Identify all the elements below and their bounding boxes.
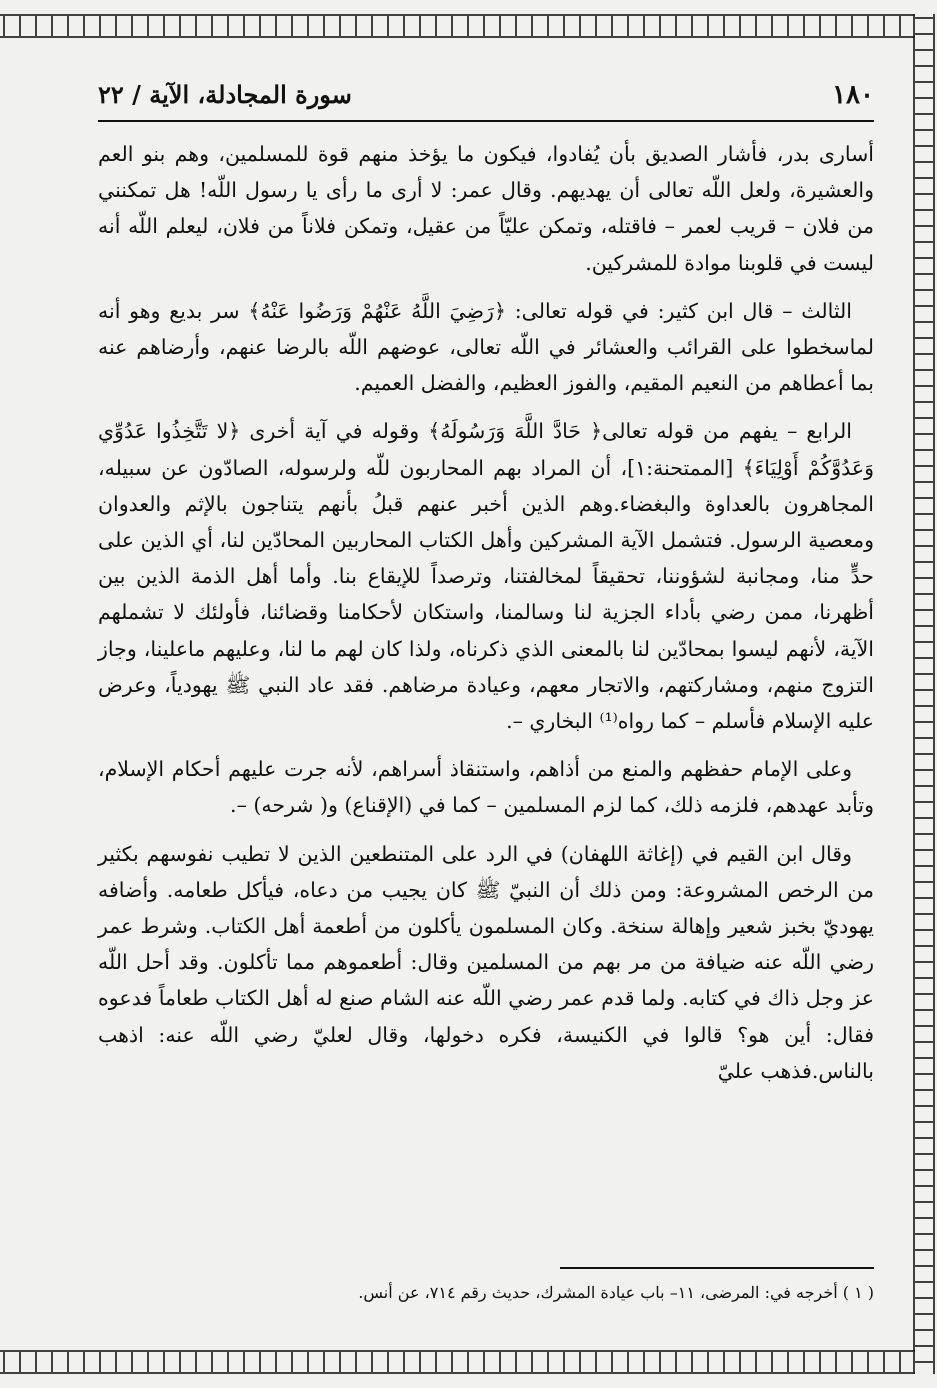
paragraph-4: وعلى الإمام حفظهم والمنع من أذاهم، واستنقاذ أسراهم، لأنه جرت عليهم أحكام الإسلام، وتأبد عهدهم، فلزمه ذلك، كما لزم المسلمين – كما في (الإقناع) و( شرحه) –. [98,757,874,818]
paragraph-2: الثالث – قال ابن كثير: في قوله تعالى: ﴿رَضِيَ اللَّهُ عَنْهُمْ وَرَضُوا عَنْهُ﴾ سر بديع وهو أنه لماسخطوا على القرائب والعشائر في اللّه تعالى، عوضهم اللّه بالرضا عنهم، وأرضاهم عنه بما أعطاهم من النعيم المقيم، والفوز العظيم، والفضل العميم. [98,298,874,396]
paragraph-3: الرابع – يفهم من قوله تعالى﴿ حَادَّ اللَّهَ وَرَسُولَهُ﴾ وقوله في آية أخرى ﴿لا تَتَّخِذُوا عَدُوِّي وَعَدُوَّكُمْ أَوْلِيَاءَ﴾ [الممتحنة:١]، أن المراد بهم المحاربون للّه ولرسوله، الصادّون عن سبيله، المجاهرون بالعداوة والبغضاء.وهم الذين أخبر عنهم قبلُ بأنهم يتناجون بالإثم والعدوان ومعصية الرسول. فتشمل الآية المشركين وأهل الكتاب المحاربين المحادّين لنا، أي الذين على حدٍّ منا، ومجانبة لشؤوننا، تحقيقاً لمخالفتنا، وترصداً للإيقاع بنا. وأما أهل الذمة الذين بين أظهرنا، ممن رضي بأداء الجزية لنا وسالمنا، واستكان لأحكامنا وقضائنا، فأولئك لا تشملهم الآية، لأنهم ليسوا بمحادّين لنا بالمعنى الذي ذكرناه، ولذا كان لهم ما لنا، وعليهم ماعلينا، وجاز التزوج منهم، ومشاركتهم، والاتجار معهم، وعيادة مرضاهم. فقد عاد النبي ﷺ يهودياً، وعرض عليه الإسلام فأسلم – كما رواه⁽¹⁾ البخاري –. [98,419,874,734]
ornamental-border-bottom [0,1350,915,1374]
paragraph-1: أسارى بدر، فأشار الصديق بأن يُفادوا، فيكون ما يؤخذ منهم قوة للمسلمين، وهم بنو العم والعشيرة، ولعل اللّه تعالى أن يهديهم. وقال عمر: لا أرى ما رأى يا رسول اللّه! هل تمكنني من فلان – قريب لعمر – فاقتله، وتمكن عليّاً من عقيل، وتمكن فلاناً من فلان، ليعلم اللّه أنه ليست في قلوبنا موادة للمشركين. [98,142,874,275]
page-body [98,136,874,1089]
page-number: ١٨٠ [832,80,874,110]
ornamental-border-top [0,14,915,38]
paragraph-5: وقال ابن القيم في (إغاثة اللهفان) في الرد على المتنطعين الذين لا تطيب نفوسهم بكثير من الرخص المشروعة: ومن ذلك أن النبيّ ﷺ كان يجيب من دعاه، فيأكل طعامه. وأضافه يهوديّ بخبز شعير وإهالة سنخة. وكان المسلمون يأكلون من أطعمة أهل الكتاب. وشرط عمر رضي اللّه عنه ضيافة من مر بهم من المسلمين وقال: أطعموهم مما تأكلون. وقد أحل اللّه عز وجل ذاك في كتابه. ولما قدم عمر رضي اللّه عنه الشام صنع له أهل الكتاب طعاماً فدعوه فقال: أين هو؟ قالوا في الكنيسة، فكره دخولها، وقال لعليّ رضي اللّه عنه: اذهب بالناس.فذهب عليّ [98,841,874,1083]
page-header [98,80,874,122]
ornamental-border-right [913,14,935,1374]
running-title: سورة المجادلة، الآية / ٢٢ [98,80,352,109]
book-page [98,80,874,1330]
footnote: ( ١ ) أخرجه في: المرضى، ١١– باب عيادة المشرك، حديث رقم ٧١٤، عن أنس. [358,1283,874,1302]
footnote-divider [560,1267,874,1269]
